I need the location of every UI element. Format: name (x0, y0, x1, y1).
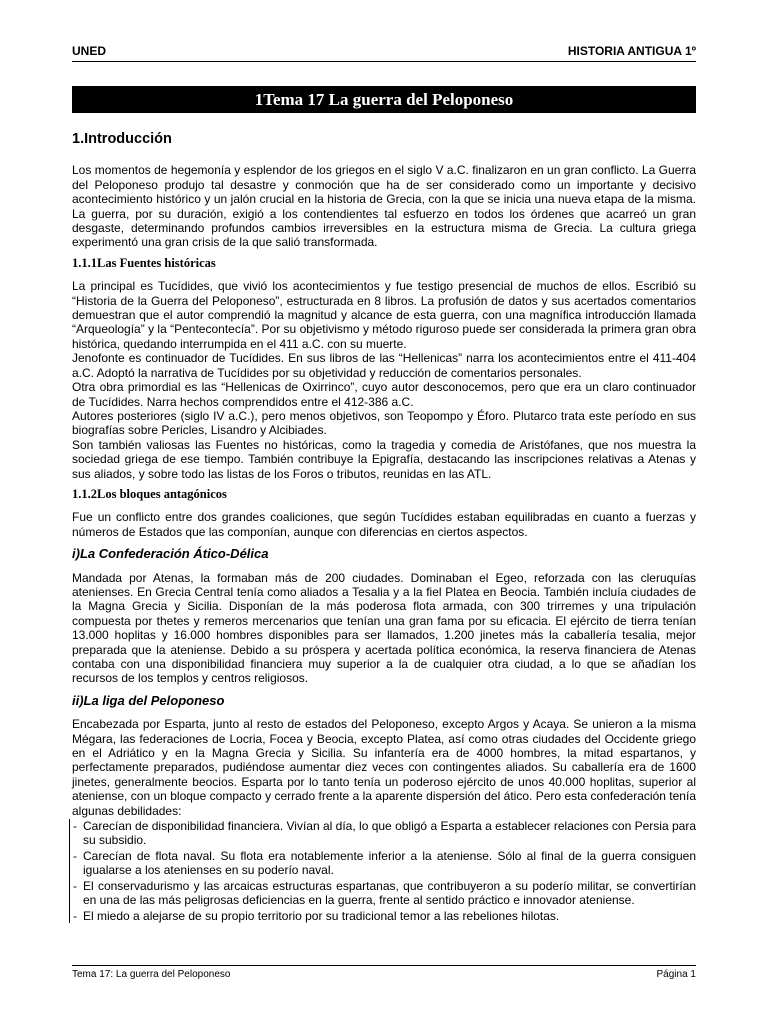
header-left: UNED (72, 44, 107, 58)
footer-rule (72, 965, 696, 966)
liga-paragraph: Encabezada por Esparta, junto al resto de estados del Peloponeso, excepto Argos y Acaya. Se unieron a la misma Mégara, las federaciones de Locria, Focea y Beocia, excepto Platea, así como otras ciudades del Occidente griego en el Adriático y en la Magna Grecia y Sicilia. Su infantería era de 4000 hombres, la mitad espartanos, y perfectamente preparados, pudiéndose aumentar diez veces con contingentes aliados. Su caballería era de 1600 jinetes, generalmente beocios. Esparta por lo tanto tenía un poderoso ejército de unos 40.000 hoplitas, superior al ateniense, con un bloque compacto y cerrado frente a la aparente dispersión del ático. Pero esta confederación tenía algunas debilidades: (72, 717, 696, 818)
footer-left: Tema 17: La guerra del Peloponeso (72, 969, 231, 980)
header-rule (72, 61, 696, 62)
bloques-paragraph: Fue un conflicto entre dos grandes coaliciones, que según Tucídides estaban equilibradas en cuanto a fuerzas y números de Estados que las componían, aunque con diferencias en ciertos aspectos. (72, 510, 696, 539)
list-item (70, 819, 696, 848)
header-right: HISTORIA ANTIGUA 1º (567, 44, 696, 58)
fuentes-paragraph-4: Autores posteriores (siglo IV a.C.), pero menos objetivos, son Teopompo y Éforo. Plutarco trata este período en sus biografías sobre Pericles, Lisandro y Alcibiades. (72, 408, 696, 438)
list-item (70, 909, 696, 923)
intro-heading: 1.Introducción (72, 131, 172, 147)
atico-heading: i)La Confederación Ático-Délica (72, 546, 269, 562)
page-header (72, 44, 696, 60)
liga-heading: ii)La liga del Peloponeso (72, 692, 225, 708)
list-dash: - (73, 819, 77, 834)
list-dash: - (73, 908, 77, 923)
list-item (70, 849, 696, 878)
list-dash: - (73, 878, 77, 893)
footer-page-number: Página 1 (656, 969, 696, 980)
list-item (70, 879, 696, 908)
fuentes-paragraph-3: Otra obra primordial es las “Hellenicas de Oxirrinco”, cuyo autor desconocemos, pero que era un claro continuador de Tucídides. Narra hechos comprendidos entre el 412-386 a.C. (72, 380, 696, 409)
debilidades-list (69, 819, 696, 923)
bloques-heading: 1.1.2Los bloques antagónicos (72, 486, 227, 501)
list-dash: - (73, 848, 77, 863)
document-page (72, 0, 696, 1024)
fuentes-paragraph-5: Son también valiosas las Fuentes no históricas, como la tragedia y comedia de Aristófanes, que nos muestra la sociedad griega de ese tiempo. También contribuye la Epigrafía, destacando las inscripciones relativas a Atenas y sus aliados, y sobre todo las listas de los Foros o tributos, reunidas en las ATL. (72, 437, 696, 481)
fuentes-paragraph-1: La principal es Tucídides, que vivió los acontecimientos y fue testigo presencial de muchos de ellos. Escribió su “Historia de la Guerra del Peloponeso”, estructurada en 8 libros. La profusión de datos y sus acertados comentarios demuestran que el autor comprendió la magnitud y alcance de esta guerra, con una magnífica introducción llamada “Arqueología” y la “Pentecontecía”. Por su objetivismo y método riguroso puede ser considerada la primera gran obra histórica, quedando interrumpida en el 411 a.C. con su muerte. (72, 279, 696, 351)
fuentes-heading: 1.1.1Las Fuentes históricas (72, 255, 216, 270)
intro-paragraph: Los momentos de hegemonía y esplendor de los griegos en el siglo V a.C. finalizaron en un gran conflicto. La Guerra del Peloponeso produjo tal desastre y conmoción que ha de ser considerado como un importante y decisivo acontecimiento histórico y un jalón crucial en la historia de Grecia, con la que se inicia una nueva etapa de la misma. La guerra, por su duración, exigió a los contendientes tal esfuerzo en todos los órdenes que acarreó un gran desgaste, determinando profundos cambios irreversibles en la estructura misma de Grecia. La cultura griega experimentó una gran crisis de la que salió transformada. (72, 163, 696, 250)
fuentes-paragraph-2: Jenofonte es continuador de Tucídides. En sus libros de las “Hellenicas” narra los acontecimientos entre el 411-404 a.C. Adoptó la narrativa de Tucídides por su objetividad y reducción de comentarios personales. (72, 351, 696, 380)
list-item-text: Carecían de flota naval. Su flota era notablemente inferior a la ateniense. Sólo al final de la guerra consiguen igualarse a los atenienses en su poderío naval. (83, 848, 696, 878)
list-item-text: Carecían de disponibilidad financiera. Vivían al día, lo que obligó a Esparta a establecer relaciones con Persia para su subsidio. (83, 819, 696, 848)
document-title: 1Tema 17 La guerra del Peloponeso (72, 86, 696, 113)
list-item-text: El conservadurismo y las arcaicas estructuras espartanas, que contribuyeron a su poderío militar, se convertirían en una de las más peligrosas deficiencias en la guerra, frente al sentido práctico e innovador ateniense. (83, 878, 696, 908)
document-body (72, 132, 696, 924)
atico-paragraph: Mandada por Atenas, la formaban más de 200 ciudades. Dominaban el Egeo, reforzada con las cleruquías atenienses. En Grecia Central tenía como aliados a Tesalia y a la fiel Platea en Beocia. También incluía ciudades de la Magna Grecia y Sicilia. Disponían de la más poderosa flota armada, con 300 trirremes y una tripulación compuesta por thetes y remeros mercenarios que tenían una gran fama por su eficacia. El ejército de tierra tenían 13.000 hoplitas y 16.000 hombres disponibles para ser llamados, 1.200 jinetes más la caballería tesalia, mejor preparada que la ateniense. Debido a su próspera y acertada política económica, la reserva financiera de Atenas contaba con una disponibilidad financiera muy superior a la de cualquier otra ciudad, a lo que se añadían los recursos de los templos y centros religiosos. (72, 570, 696, 686)
list-item-text: El miedo a alejarse de su propio territorio por su tradicional temor a las rebeliones hilotas. (83, 908, 560, 923)
